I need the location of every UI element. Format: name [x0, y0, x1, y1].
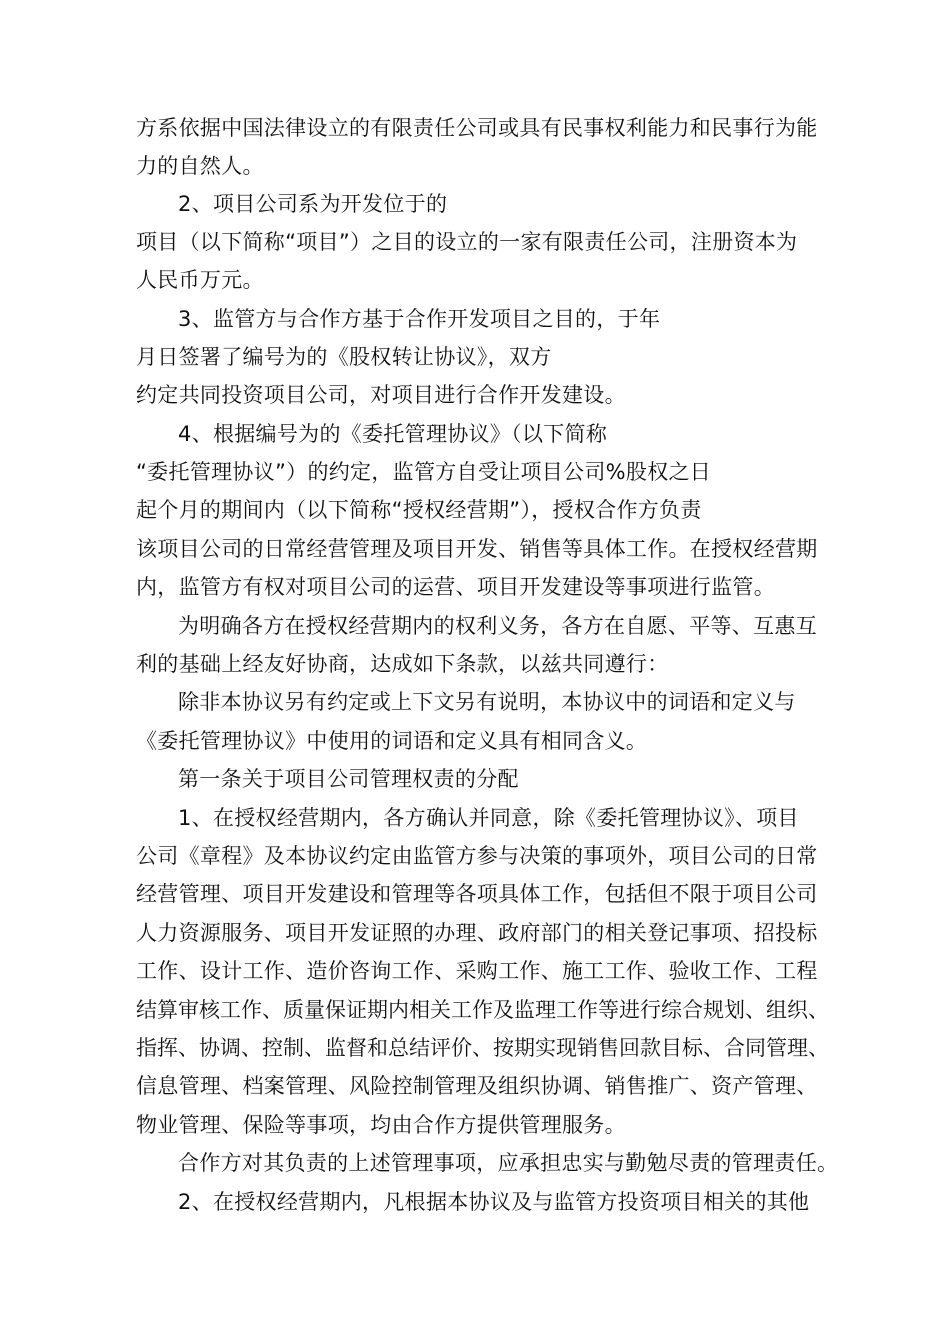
text-line: 2、项目公司系为开发位于的	[178, 192, 448, 216]
text-line: 1、在授权经营期内，各方确认并同意，除《委托管理协议》、项目	[178, 806, 799, 830]
text-line: 起个月的期间内（以下简称“授权经营期”），授权合作方负责	[136, 498, 702, 522]
text-line: 方系依据中国法律设立的有限责任公司或具有民事权利能力和民事行为能	[136, 116, 818, 140]
text-line: 第一条关于项目公司管理权责的分配	[178, 767, 519, 791]
text-line: 除非本协议另有约定或上下文另有说明，本协议中的词语和定义与	[178, 690, 796, 714]
text-line: 该项目公司的日常经营管理及项目开发、销售等具体工作。在授权经营期	[136, 537, 818, 561]
text-line: 指挥、协调、控制、监督和总结评价、按期实现销售回款目标、合同管理、	[136, 1036, 829, 1060]
text-line: 2、在授权经营期内，凡根据本协议及与监管方投资项目相关的其他	[178, 1190, 810, 1214]
text-line: 《委托管理协议》中使用的词语和定义具有相同含义。	[136, 729, 648, 753]
text-line: 人力资源服务、项目开发证照的办理、政府部门的相关登记事项、招投标	[136, 921, 818, 945]
text-line: 3、监管方与合作方基于合作开发项目之目的，于年	[178, 307, 661, 331]
text-line: 为明确各方在授权经营期内的权利义务，各方在自愿、平等、互惠互	[178, 614, 817, 638]
text-line: 公司《章程》及本协议约定由监管方参与决策的事项外，项目公司的日常	[136, 844, 818, 868]
text-line: 经营管理、项目开发建设和管理等各项具体工作，包括但不限于项目公司	[136, 882, 818, 906]
text-line: 内，监管方有权对项目公司的运营、项目开发建设等事项进行监管。	[136, 575, 775, 599]
text-line: 工作、设计工作、造价咨询工作、采购工作、施工工作、验收工作、工程	[136, 959, 818, 983]
text-line: 物业管理、保险等事项，均由合作方提供管理服务。	[136, 1113, 626, 1137]
text-line: 利的基础上经友好协商，达成如下条款，以兹共同遵行：	[136, 652, 669, 676]
text-line: 合作方对其负责的上述管理事项，应承担忠实与勤勉尽责的管理责任。	[178, 1151, 839, 1175]
text-line: 月日签署了编号为的《股权转让协议》，双方	[136, 345, 552, 369]
text-line: 力的自然人。	[136, 154, 264, 178]
text-line: 人民币万元。	[136, 268, 264, 292]
text-line: 项目（以下简称“项目”）之目的设立的一家有限责任公司，注册资本为	[136, 230, 798, 254]
text-line: 信息管理、档案管理、风险控制管理及组织协调、销售推广、资产管理、	[136, 1074, 818, 1098]
text-line: 结算审核工作、质量保证期内相关工作及监理工作等进行综合规划、组织、	[136, 998, 829, 1022]
text-line: 约定共同投资项目公司，对项目进行合作开发建设。	[136, 383, 626, 407]
text-line: 4、根据编号为的《委托管理协议》（以下简称	[178, 422, 608, 446]
text-line: “委托管理协议”）的约定，监管方自受让项目公司%股权之日	[136, 460, 712, 484]
